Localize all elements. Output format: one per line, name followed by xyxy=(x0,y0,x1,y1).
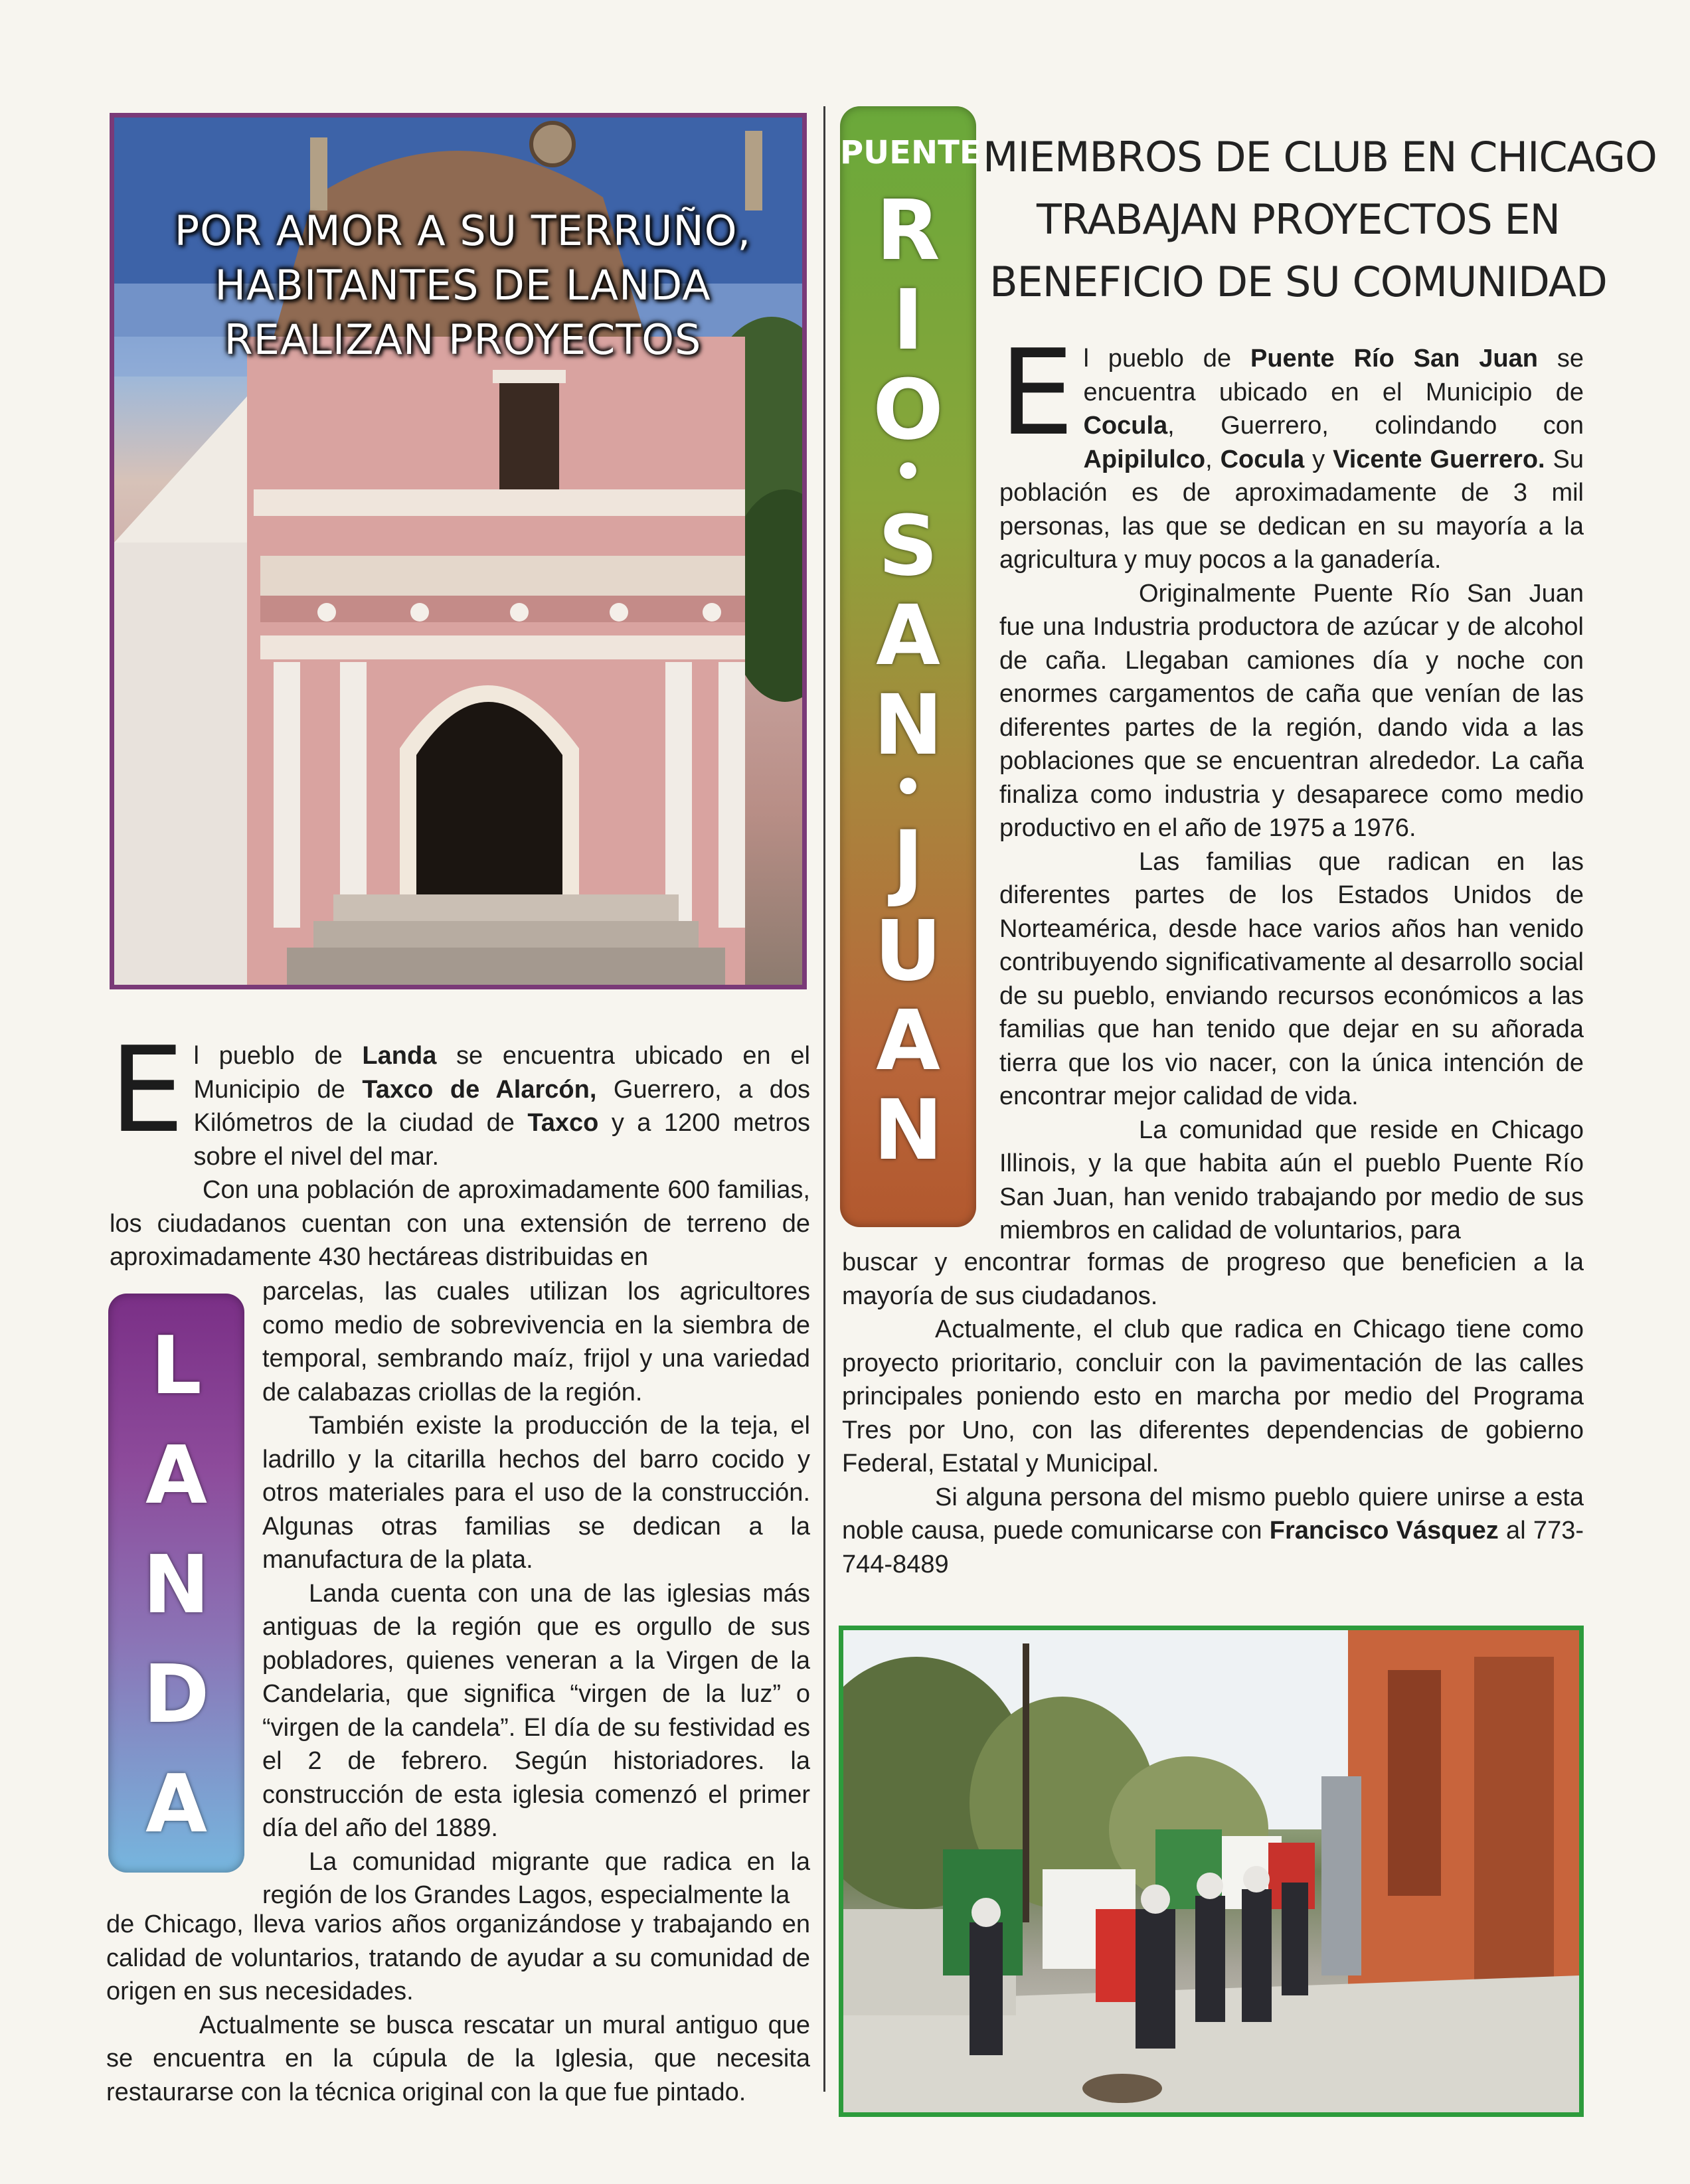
label-letter: I xyxy=(892,272,924,369)
paragraph: Actualmente se busca rescatar un mural antiguo que se encuentra en la cúpula de la Iglesia, que necesita restaurarse con la técnica original con la que fue pintado. xyxy=(106,2011,810,2106)
paragraph: También existe la producción de la teja, el ladrillo y la citarilla hechos del barro cocido y otros materiales para el uso de la construcción. Algunas otras familias se dedican a la manufactura de la plata. xyxy=(262,1412,810,1574)
label-letter: N xyxy=(873,1082,943,1179)
label-bullet: • xyxy=(893,760,923,815)
paragraph: Con una población de aproximadamente 600 familias, los ciudadanos cuentan con una extensión de terreno de aproximadamente 430 hectáreas distribuidas en xyxy=(110,1176,810,1271)
paragraph: Si alguna persona del mismo pueblo quiere unirse a esta noble causa, puede comunicarse con Francisco Vásquez al 773-744-8489 xyxy=(842,1483,1584,1578)
label-letter: O xyxy=(873,362,944,458)
label-letter: J xyxy=(892,813,924,910)
landa-vertical-label xyxy=(108,1294,244,1873)
puente-rio-san-juan-vertical-label xyxy=(840,106,981,1227)
headline-line: MIEMBROS DE CLUB EN CHICAGO xyxy=(983,133,1657,181)
church-photo-headline xyxy=(127,204,798,367)
headline-line: BENEFICIO DE SU COMUNIDAD xyxy=(989,258,1607,306)
puente-article-end xyxy=(842,1246,1584,1581)
label-letter: L xyxy=(151,1320,202,1412)
landa-article-intro: E l pueblo de Landa se encuentra ubicado en el Municipio de Taxco de Alarcón, Guerrero, a dos Kilómetros de la ciudad de Taxco y a 1200 metros sobre el nivel del mar. Con una población de aproximadamente 600 familias, los ciudadanos cuentan con una extensión de terreno de aproximadamente 430 hectáreas distribuidas en xyxy=(110,1039,810,1274)
paragraph: parcelas, las cuales utilizan los agricultores como medio de sobrevivencia en la siembra de temporal, sembrando maíz, frijol y una variedad de calabazas criollas de la región. xyxy=(262,1278,810,1406)
label-bullet: • xyxy=(893,445,923,499)
label-letter: N xyxy=(873,677,943,774)
landa-article-body xyxy=(262,1275,810,1912)
paragraph: Las familias que radican en las diferentes partes de los Estados Unidos de Norteamérica, desde hace varios años han venido contribuyendo significativamente al desarrollo social de su pueblo, enviando recursos económicos a las familias que han tenido que dejar en su añorada tierra que los vio nacer, con la única intención de encontrar mejor calidad de vida. xyxy=(999,847,1584,1110)
label-letter: U xyxy=(874,903,942,999)
headline-line: POR AMOR A SU TERRUÑO, xyxy=(174,207,752,255)
label-letter: A xyxy=(145,1758,207,1851)
paragraph: La comunidad que reside en Chicago Illinois, y la que habita aún el pueblo Puente Río San Juan, han venido trabajando por medio de sus miembros en calidad de voluntarios, para xyxy=(999,1116,1584,1244)
label-letter: N xyxy=(143,1539,210,1632)
church-photo xyxy=(110,113,807,989)
label-letter: A xyxy=(145,1430,207,1522)
landa-article-end xyxy=(106,1908,810,2109)
drop-cap: E xyxy=(999,324,1074,462)
headline-line: REALIZAN PROYECTOS xyxy=(224,315,702,364)
paragraph: buscar y encontrar formas de progreso que beneficien a la mayoría de sus ciudadanos. xyxy=(842,1248,1584,1310)
label-letter: S xyxy=(878,498,938,594)
puente-article-body: E l pueblo de Puente Río San Juan se encuentra ubicado en el Municipio de Cocula, Guerrero, colindando con Apipilulco, Cocula y Vicente Guerrero. Su población es de aproximadamente de 3 mil personas, las que se dedican en su mayoría a la agricultura y muy pocos a la ganadería. Originalmente Puente Río San Juan fue una Industria productora de azúcar y de alcohol de caña. Llegaban camiones día y noche con enormes cargamentos de caña que venían de las diferentes partes de la región, dando vida a las poblaciones que se encuentran alrededor. La caña finaliza como industria y desaparece como medio productivo en el año de 1975 a 1976. Las familias que radican en las diferentes partes de los Estados Unidos de Norteamérica, desde hace varios años han venido contribuyendo significativamente al desarrollo social de su pueblo, enviando recursos económicos a las familias que han tenido que dejar en su añorada tierra que los vio nacer, con la única intención de encontrar mejor calidad de vida. La comunidad que reside en Chicago Illinois, y la que habita aún el pueblo Puente Río San Juan, han venido trabajando por medio de sus miembros en calidad de voluntarios, para xyxy=(999,342,1584,1248)
headline-line: HABITANTES DE LANDA xyxy=(214,261,711,309)
label-letter: R xyxy=(876,183,940,279)
headline-line: TRABAJAN PROYECTOS EN xyxy=(1037,195,1560,244)
paragraph: La comunidad migrante que radica en la región de los Grandes Lagos, especialmente la xyxy=(262,1847,810,1909)
column-divider xyxy=(823,106,825,2092)
paragraph: Originalmente Puente Río San Juan fue una Industria productora de azúcar y de alcohol de caña. Llegaban camiones día y noche con enormes cargamentos de caña que venían de las diferentes partes de la región, dando vida a las poblaciones que se encuentran alrededor. La caña finaliza como industria y desaparece como medio productivo en el año de 1975 a 1976. xyxy=(999,579,1584,842)
paragraph: Actualmente, el club que radica en Chicago tiene como proyecto prioritario, concluir con la pavimentación de las calles principales poniendo esto en marcha por medio del Programa Tres por Uno, con las diferentes dependencias de gobierno Federal, Estatal y Municipal. xyxy=(842,1315,1584,1477)
drop-cap: E xyxy=(110,1021,185,1159)
puente-label: PUENTE xyxy=(840,134,981,171)
label-letter: A xyxy=(876,588,940,684)
label-letter: A xyxy=(876,993,940,1089)
parade-photo xyxy=(839,1626,1584,2117)
paragraph: Landa cuenta con una de las iglesias más antiguas de la región que es orgullo de sus pobladores, quienes veneran a la Virgen de la Candelaria, que significa “virgen de la luz” o “virgen de la candela”. El día de su festividad es el 2 de febrero. Según historiadores. la construcción de esta iglesia comenzó el primer día del año del 1889. xyxy=(262,1579,810,1842)
right-article-headline xyxy=(983,126,1657,313)
label-letter: D xyxy=(143,1649,210,1741)
paragraph: de Chicago, lleva varios años organizándose y trabajando en calidad de voluntarios, tratando de ayudar a su comunidad de origen en sus necesidades. xyxy=(106,1910,810,2005)
parade-illustration xyxy=(843,1630,1579,2112)
